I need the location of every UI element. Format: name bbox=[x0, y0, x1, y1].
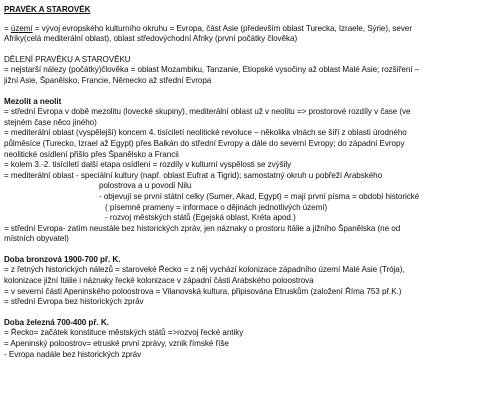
spacer bbox=[4, 45, 485, 55]
mezolit-line-indented: - rozvoj městských států (Egejská oblast, Kréta apod.) bbox=[105, 213, 296, 223]
intro-line-1 bbox=[4, 24, 485, 35]
spacer bbox=[4, 87, 485, 97]
spacer bbox=[4, 16, 485, 24]
intro-prefix: = bbox=[4, 23, 11, 33]
mezolit-line-indented: ( písemné prameny = informace o dějinách jednotlivých území) bbox=[105, 202, 328, 212]
mezolit-line: = mediterální oblast (vyspělejší) koncem 4. tisíciletí neolitické revoluce – několika vlnách se šíří z oblasti úrodného bbox=[4, 128, 407, 138]
zelezna-line: = Řecko= začátek konstituce městských států =>rozvoj řecké antiky bbox=[4, 328, 244, 338]
spacer bbox=[4, 245, 485, 255]
intro-text: = vývoj evropského kulturního okruhu = Evropa, část Asie (především oblast Turecka, Izraele, Sýrie), sever bbox=[32, 23, 412, 33]
mezolit-line-indented: - objevují se první státní celky (Sumer, Akad, Egypt) = mají první písma = období historické bbox=[99, 191, 420, 201]
bronz-heading: Doba bronzová 1900-700 př. K. bbox=[4, 254, 121, 264]
document-title: PRAVĚK A STAROVĚK bbox=[4, 5, 91, 14]
bronz-line: = z řetných historických nálezů = staroveké Řecko = z něj vychází kolonizace západního území Malé Asie (Trója), bbox=[4, 265, 405, 275]
mezolit-heading: Mezolit a neolit bbox=[4, 96, 62, 106]
mezolit-line: místních obyvatel) bbox=[4, 234, 69, 244]
mezolit-line: neolitické osídlení přišlo přes Španělsko a Francii bbox=[4, 149, 179, 159]
mezolit-line: = střední Evropa- zatím neustále bez historických zpráv, jen náznaky o prostoru Itálie a jižního Španělska (ne od bbox=[4, 223, 401, 233]
zelezna-line: - Evropa nadále bez historických zpráv bbox=[4, 349, 142, 359]
bronz-line: kolonizace jižní Itálie i náznaky řecké kolonizace v západní části Arabského poloostrova bbox=[4, 276, 314, 286]
deleni-line-1: = nejstarší nálezy (počátky)člověka = oblast Mozambiku, Tanzanie, Etiopské vysočiny až oblast Malé Asie; rozšíření – bbox=[4, 65, 420, 75]
intro-underlined-term: území bbox=[10, 23, 33, 33]
deleni-line-2: jižní Asie, Španělsko, Francie, Německo až střední Evropa bbox=[4, 75, 212, 85]
intro-line-2: Afriky(celá mediterální oblast), oblast středovýchodní Afriky (první počátky člověka) bbox=[4, 34, 298, 44]
mezolit-line: půlměsíce (Turecko, Izrael až Egypt) přes Balkán do střední Evropy a dále do severní Evropy; do západní Evropy bbox=[4, 138, 405, 148]
zelezna-line: = Apeninský poloostrov= etruské první zprávy, vznik římské říše bbox=[4, 339, 229, 349]
bronz-line: = střední Evropa bez historických zpráv bbox=[4, 297, 144, 307]
mezolit-line: = kolem 3.-2. tisíciletí další etapa osídlení = rozdíly v kulturní vyspělosti se zvýšily bbox=[4, 160, 292, 170]
mezolit-line: = střední Evropa v době mezolitu (lovecké skupiny), mediterální oblast už v neolitu => prostorové rozdíly v čase (ve bbox=[4, 107, 411, 117]
deleni-heading: DĚLENÍ PRAVĚKU A STAROVĚKU bbox=[4, 54, 131, 64]
mezolit-line-indented: polostrova a u povodí Nilu bbox=[99, 181, 192, 191]
mezolit-line: stejném čase něco jiného) bbox=[4, 117, 97, 127]
bronz-line: = v severní části Apeninského poloostrova = Vilanovská kultura, připisována Etruskům (založení Říma 753 př.K.) bbox=[4, 286, 402, 296]
spacer bbox=[4, 308, 485, 318]
mezolit-line: = mediterální oblast - speciální kultury (např. oblast Eufrat a Tigrid); samostatný okruh u pobřeží Arabského bbox=[4, 170, 383, 180]
zelezna-heading: Doba železná 700-400 př. K. bbox=[4, 317, 109, 327]
